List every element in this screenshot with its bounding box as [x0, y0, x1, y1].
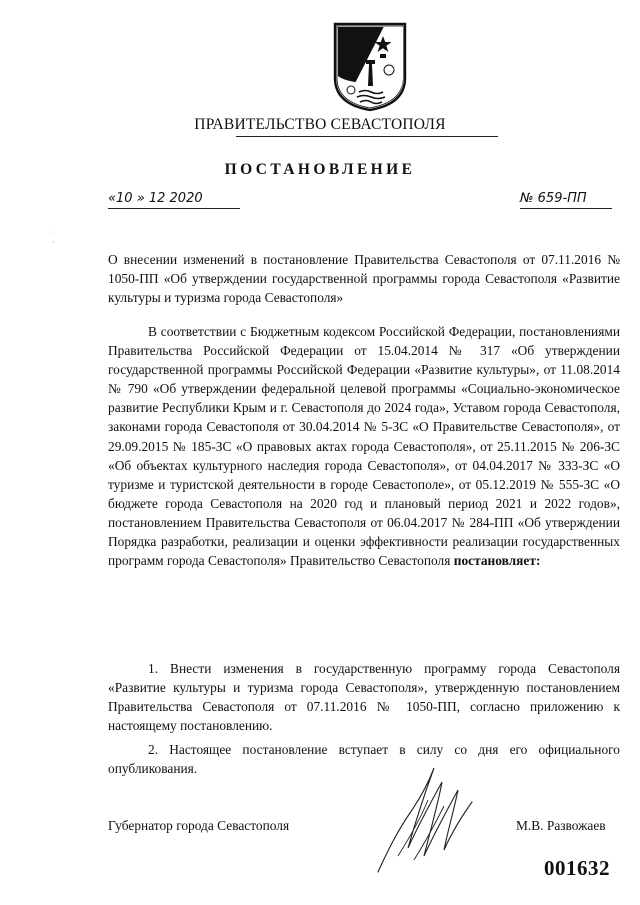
list-item-2: 2. Настоящее постановление вступает в силу со дня его официального опубликования. [108, 742, 620, 777]
sevastopol-coat-of-arms-icon [331, 20, 409, 112]
preamble [108, 322, 620, 570]
signer-position: Губернатор города Севастополя [108, 818, 290, 833]
document-subject: О внесении изменений в постановление Правительства Севастополя от 07.11.2016 № 1050-ПП «Об утверждении государственной программы города Севастополя «Развитие культуры и туризма города Севастополя» [108, 252, 620, 306]
margin-marks: · · [52, 228, 55, 247]
document-type: ПОСТАНОВЛЕНИЕ [224, 161, 416, 178]
document-date: «10 » 12 2020 [108, 191, 240, 209]
list-item-1: 1. Внести изменения в государственную программу города Севастополя «Развитие культуры и туризма города Севастополя», утвержденную постановлением Правительства Севастополя от 07.11.2016 № 1050-ПП, согласно приложению к настоящему постановлению. [108, 661, 620, 734]
preamble-text: В соответствии с Бюджетным кодексом Российской Федерации, постановлениями Правительства Российской Федерации от 15.04.2014 № 317 «Об утверждении государственной программы Российской Федерации «Развитие культуры», от 11.08.2014 № 790 «Об утверждении федеральной целевой программы «Социально-экономическое развитие Республики Крым и г. Севастополя до 2024 года», Уставом города Севастополя, законами города Севастополя от 30.04.2014 № 5-ЗС «О Правительстве Севастополя», от 29.09.2015 № 185-ЗС «О правовых актах города Севастополя», от 25.11.2015 № 206-ЗС «Об объектах культурного наследия города Севастополя», от 04.04.2017 № 333-ЗС «О туризме и туристской деятельности в городе Севастополе», от 05.12.2019 № 555-ЗС «О бюджете города Севастополя на 2020 год и плановый период 2021 и 2022 годов», постановлением Правительства Севастополя от 06.04.2017 № 284-ПП «Об утверждении Порядка разработки, реализации и оценки эффективности реализации государственных программ города Севастополя» Правительство Севастополя [108, 324, 620, 569]
government-underline [236, 136, 498, 137]
resolves-keyword: постановляет: [453, 553, 541, 569]
government-name: ПРАВИТЕЛЬСТВО СЕВАСТОПОЛЯ [194, 116, 446, 133]
serial-number: 001632 [544, 856, 610, 880]
document-number: № 659-ПП [520, 191, 612, 209]
signer-name: М.В. Развожаев [516, 818, 606, 833]
handwritten-signature [368, 760, 478, 880]
